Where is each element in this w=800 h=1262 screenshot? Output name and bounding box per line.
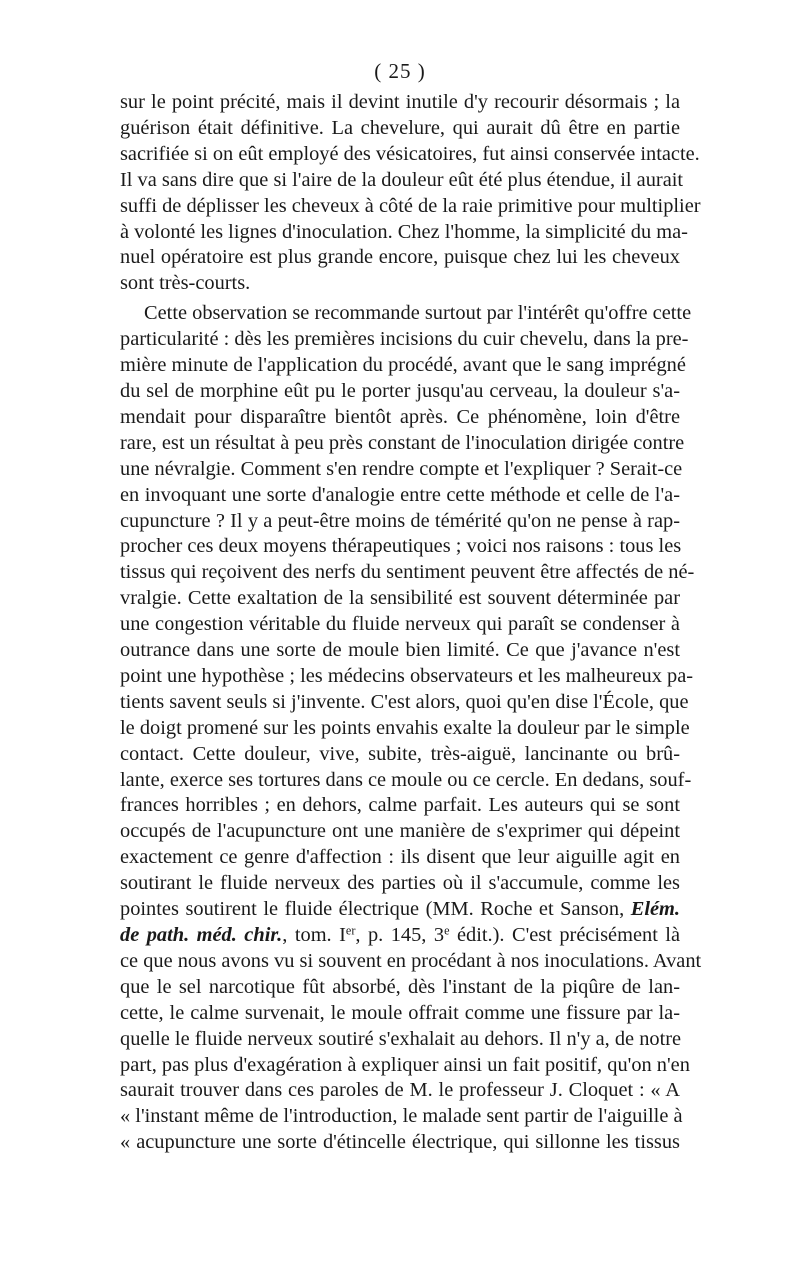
text-line [120, 1104, 683, 1130]
text-line [120, 742, 680, 768]
text-run: tients savent seuls si j'invente. C'est alors, quoi qu'en dise l'École, que [120, 690, 689, 713]
superscript: e [444, 923, 450, 938]
text-line [120, 871, 680, 897]
text-line [120, 793, 680, 819]
text-line [120, 1053, 690, 1079]
text-run: outrance dans une sorte de moule bien limité. Ce que j'avance n'est [120, 639, 680, 662]
italic-citation: Elém. [630, 898, 680, 921]
text-run: sacrifiée si on eût employé des vésicatoires, fut ainsi conservée intacte. [120, 142, 700, 165]
text-line [120, 1001, 680, 1027]
text-run: « acupuncture une sorte d'étincelle électrique, qui sillonne les tissus [120, 1131, 680, 1154]
text-line [120, 116, 680, 142]
text-line [120, 1078, 680, 1104]
text-run: particularité : dès les premières incisions du cuir chevelu, dans la pre- [120, 328, 689, 351]
text-line [120, 664, 694, 690]
text-run: lante, exerce ses tortures dans ce moule ou ce cercle. En dedans, souf- [120, 768, 692, 791]
text-run: part, pas plus d'exagération à expliquer ainsi un fait positif, qu'on n'en [120, 1053, 690, 1076]
text-run: occupés de l'acupuncture ont une manière de s'exprimer qui dépeint [120, 820, 680, 843]
text-run: quelle le fluide nerveux soutiré s'exhalait au dehors. Il n'y a, de notre [120, 1027, 682, 1050]
text-line [120, 638, 680, 664]
text-run: sur le point précité, mais il devint inutile d'y recourir désormais ; la [120, 91, 680, 113]
text-run: tissus qui reçoivent des nerfs du sentiment peuvent être affectés de né- [120, 561, 695, 584]
text-line [120, 690, 689, 716]
text-line [120, 271, 680, 297]
text-line [120, 353, 686, 379]
text-run: contact. Cette douleur, vive, subite, très-aiguë, lancinante ou brû- [120, 742, 680, 765]
text-line [120, 405, 680, 431]
text-run: cette, le calme survenait, le moule offrait comme une fissure par la- [120, 1001, 680, 1024]
text-line [120, 168, 684, 194]
text-line [120, 90, 680, 116]
text-run: suffi de déplisser les cheveux à côté de la raie primitive pour multiplier [120, 194, 701, 217]
text-run: guérison était définitive. La chevelure, qui aurait dû être en partie [120, 116, 680, 139]
text-run: vralgie. Cette exaltation de la sensibilité est souvent déterminée par [120, 587, 680, 610]
text-run: « l'instant même de l'introduction, le malade sent partir de l'aiguille à [120, 1105, 683, 1128]
superscript: er [345, 923, 356, 938]
text-line [120, 1130, 680, 1156]
text-line [120, 975, 680, 1001]
text-run: , p. 145, 3 [355, 924, 445, 946]
text-run: en invoquant une sorte d'analogie entre cette méthode et celle de l'a- [120, 483, 680, 506]
text-run: rare, est un résultat à peu près constant de l'inoculation dirigée contre [120, 431, 685, 454]
text-run: que le sel narcotique fût absorbé, dès l'instant de la piqûre de lan- [120, 975, 680, 998]
italic-citation: de path. méd. chir. [120, 924, 283, 946]
text-run: mière minute de l'application du procédé, avant que le sang imprégné [120, 354, 686, 377]
text-run: , tom. I [282, 924, 346, 946]
text-run: du sel de morphine eût pu le porter jusqu'au cerveau, la douleur s'a- [120, 379, 680, 402]
text-run: exactement ce genre d'affection : ils disent que leur aiguille agit en [120, 846, 680, 869]
text-run: point une hypothèse ; les médecins observateurs et les malheureux pa- [120, 664, 694, 687]
text-run: ce que nous avons vu si souvent en procédant à nos inoculations. Avant [120, 949, 702, 972]
text-run: une névralgie. Comment s'en rendre compte et l'expliquer ? Serait-ce [120, 457, 683, 480]
body-text [120, 90, 702, 1156]
text-line [120, 1027, 680, 1053]
text-line [120, 509, 680, 535]
text-run: saurait trouver dans ces paroles de M. le professeur J. Cloquet : « A [120, 1079, 680, 1102]
text-line [120, 245, 680, 271]
paragraph [120, 90, 701, 297]
text-line [120, 845, 680, 871]
text-line [120, 142, 700, 168]
text-run: nuel opératoire est plus grande encore, puisque chez lui les cheveux [120, 246, 680, 269]
book-page [120, 58, 702, 1156]
text-run: édit.). C'est précisément là [449, 924, 681, 946]
text-run: une congestion véritable du fluide nerveux qui paraît se condenser à [120, 613, 680, 636]
text-line [120, 431, 685, 457]
text-run: cupuncture ? Il y a peut-être moins de témérité qu'on ne pense à rap- [120, 509, 680, 532]
text-line [120, 819, 680, 845]
text-run: frances horribles ; en dehors, calme parfait. Les auteurs qui se sont [120, 794, 680, 817]
text-run: soutirant le fluide nerveux des parties où il s'accumule, comme les [120, 872, 680, 895]
text-line [120, 483, 680, 509]
page-number: ( 25 ) [374, 59, 426, 83]
text-run: le doigt promené sur les points envahis exalte la douleur par le simple [120, 716, 690, 739]
text-line [120, 379, 680, 405]
text-line [120, 220, 688, 246]
text-run: procher ces deux moyens thérapeutiques ; voici nos raisons : tous les [120, 535, 682, 558]
text-line [120, 301, 692, 327]
text-line [120, 534, 680, 560]
text-line [120, 560, 695, 586]
text-line [120, 194, 701, 220]
text-line [120, 457, 683, 483]
paragraph [120, 301, 702, 1156]
text-line [120, 327, 689, 353]
text-run: pointes soutirent le fluide électrique (MM. Roche et Sanson, [120, 898, 631, 921]
text-line [120, 949, 702, 975]
text-line [120, 586, 680, 612]
text-line [120, 612, 680, 638]
text-line [120, 716, 690, 742]
text-run: Cette observation se recommande surtout par l'intérêt qu'offre cette [144, 302, 692, 325]
text-line [120, 923, 680, 949]
text-run: à volonté les lignes d'inoculation. Chez l'homme, la simplicité du ma- [120, 220, 688, 243]
text-line [120, 897, 680, 923]
text-line [120, 768, 692, 794]
text-run: Il va sans dire que si l'aire de la douleur eût été plus étendue, il aurait [120, 168, 684, 191]
text-run: mendait pour disparaître bientôt après. Ce phénomène, loin d'être [120, 405, 680, 428]
text-run: sont très-courts. [120, 272, 251, 295]
